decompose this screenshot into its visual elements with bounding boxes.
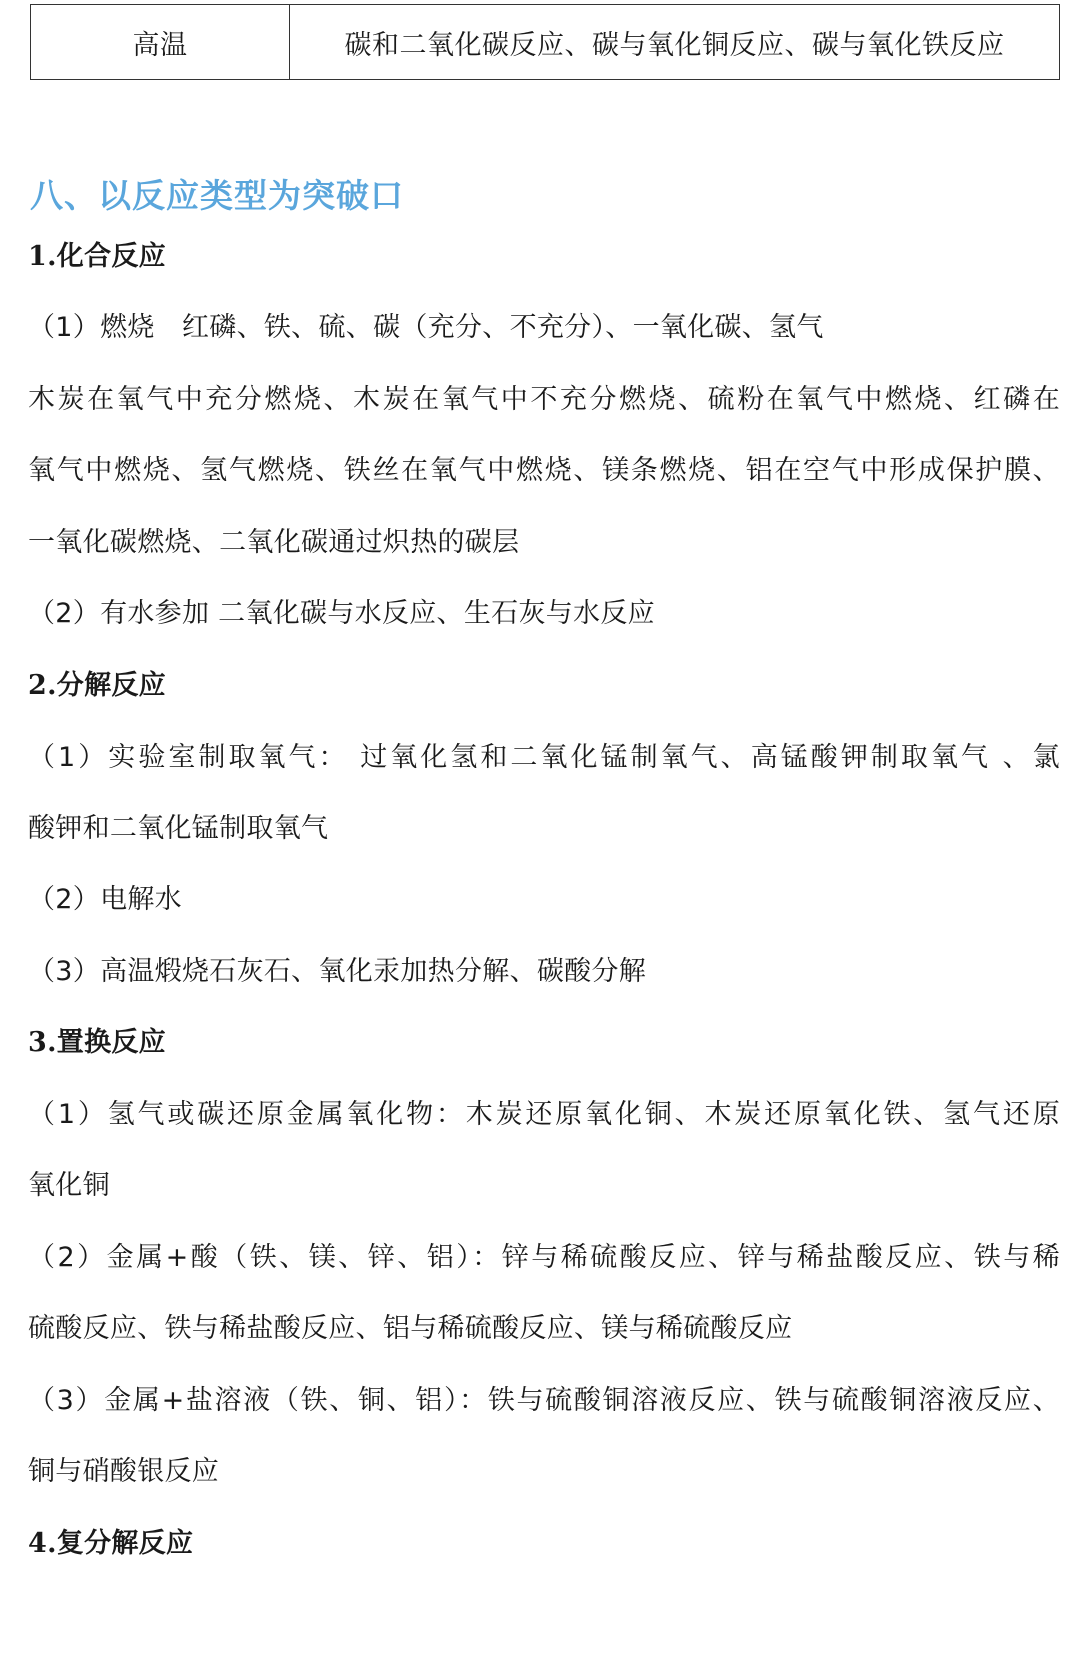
combustion-line-2: 氧气中燃烧、氢气燃烧、铁丝在氧气中燃烧、镁条燃烧、铝在空气中形成保护膜、 xyxy=(28,455,1060,486)
oxygen-prep-line-1: （1）实验室制取氧气： 过氧化氢和二氧化锰制氧气、高锰酸钾制取氧气 、氯 xyxy=(28,742,1060,773)
section-title: 八、以反应类型为突破口 xyxy=(30,176,404,215)
condition-table xyxy=(30,4,1060,80)
reduction-line-2: 氧化铜 xyxy=(28,1170,110,1201)
condition-cell: 高温 xyxy=(31,5,290,80)
oxygen-prep-line-2: 酸钾和二氧化锰制取氧气 xyxy=(28,813,329,844)
double-decomposition-heading: 4.复分解反应 xyxy=(28,1528,194,1559)
reduction-line-1: （1）氢气或碳还原金属氧化物：木炭还原氧化铜、木炭还原氧化铁、氢气还原 xyxy=(28,1099,1060,1130)
metal-acid-line-1: （2）金属+酸（铁、镁、锌、铝）：锌与稀硫酸反应、锌与稀盐酸反应、铁与稀 xyxy=(28,1242,1060,1273)
combustion-label: （1）燃烧 红磷、铁、硫、碳（充分、不充分）、一氧化碳、氢气 xyxy=(28,312,824,343)
displacement-heading: 3.置换反应 xyxy=(28,1027,166,1058)
metal-salt-line-1: （3）金属+盐溶液（铁、铜、铝）：铁与硫酸铜溶液反应、铁与硫酸铜溶液反应、 xyxy=(28,1385,1060,1416)
water-reactions: （2）有水参加 二氧化碳与水反应、生石灰与水反应 xyxy=(28,598,655,629)
combustion-line-1: 木炭在氧气中充分燃烧、木炭在氧气中不充分燃烧、硫粉在氧气中燃烧、红磷在 xyxy=(28,384,1060,415)
combination-heading: 1.化合反应 xyxy=(28,241,166,272)
metal-acid-line-2: 硫酸反应、铁与稀盐酸反应、铝与稀硫酸反应、镁与稀硫酸反应 xyxy=(28,1313,793,1344)
high-temp-item: （3）高温煅烧石灰石、氧化汞加热分解、碳酸分解 xyxy=(28,956,647,987)
table-row xyxy=(31,5,1060,80)
metal-salt-line-2: 铜与硝酸银反应 xyxy=(28,1456,220,1487)
reactions-cell: 碳和二氧化碳反应、碳与氧化铜反应、碳与氧化铁反应 xyxy=(290,5,1060,80)
combustion-line-3: 一氧化碳燃烧、二氧化碳通过炽热的碳层 xyxy=(28,527,520,558)
decomposition-heading: 2.分解反应 xyxy=(28,670,166,701)
electrolysis-item: （2）电解水 xyxy=(28,884,182,915)
